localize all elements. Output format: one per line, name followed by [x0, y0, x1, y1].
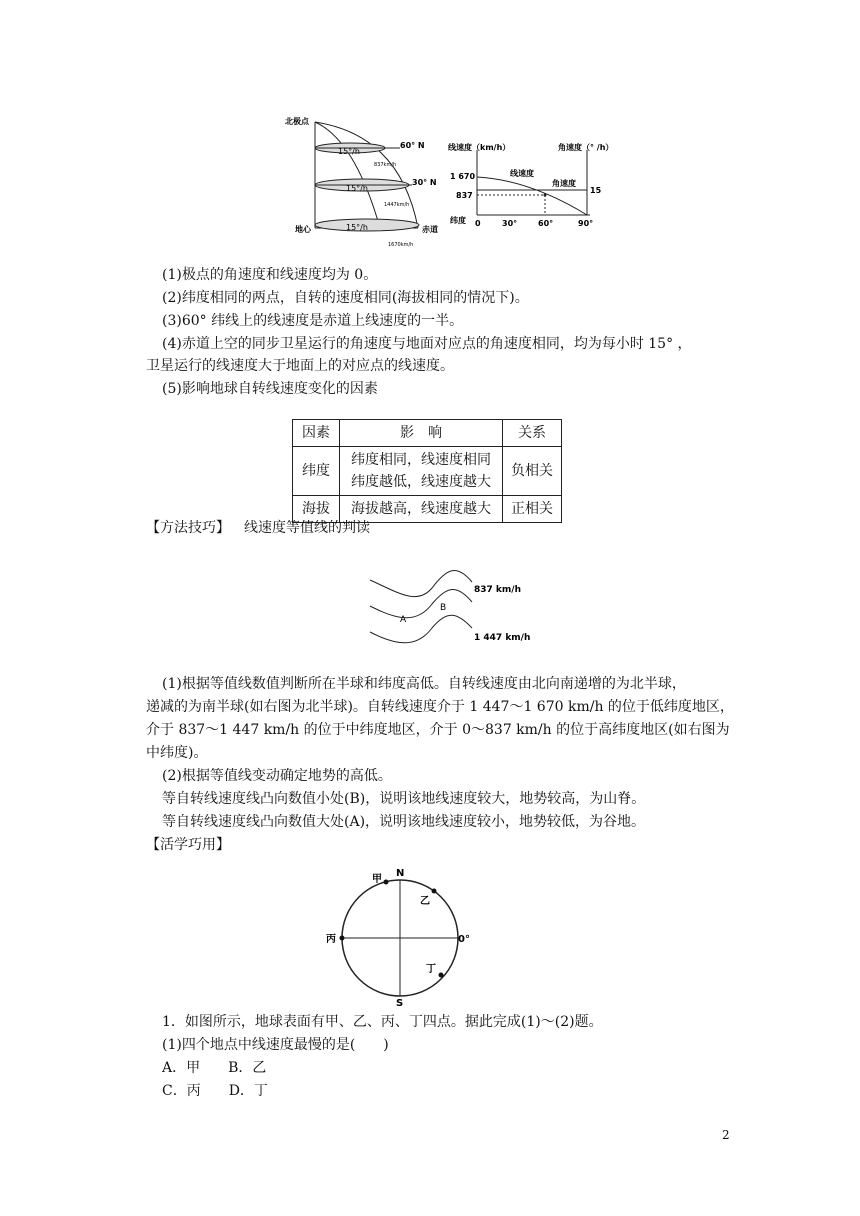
para-3: 等自转线速度线凸向数值小处(B)，说明该地线速度较大，地势较高，为山脊。 [162, 791, 646, 807]
para-4: 等自转线速度线凸向数值大处(A)，说明该地线速度较小，地势较低，为谷地。 [162, 814, 646, 830]
yi-label: 乙 [420, 896, 430, 907]
point-3: (3)60° 纬线上的线速度是赤道上线速度的一半。 [162, 313, 464, 329]
table-header: 影 响 [340, 420, 503, 447]
table-cell: 海拔越高，线速度越大 [340, 496, 503, 523]
table-header: 因素 [293, 420, 340, 447]
speed-1670-label: 1670km/h [388, 242, 414, 248]
angular-speed-eq: 15°/h [346, 223, 368, 232]
para-2: (2)根据等值线变动确定地势的高低。 [162, 768, 392, 784]
para-1-cont2: 介于 837～1 447 km/h 的位于中纬度地区，介于 0～837 km/h 的位于高纬度地区(如右图为 [146, 722, 730, 738]
method-title: 线速度等值线的判读 [244, 520, 370, 536]
linear-curve-label: 线速度 [510, 169, 534, 178]
angular-line-label: 角速度 [552, 179, 576, 188]
y-left-axis-label: 线速度（km/h） [448, 143, 511, 152]
table-cell: 负相关 [503, 447, 562, 496]
para-1-cont3: 中纬度)。 [146, 745, 208, 761]
point-ding-marker [439, 973, 444, 978]
para-1-cont: 递减的为南半球(如右图为北半球)。自转线速度介于 1 447～1 670 km/h 的位于低纬度地区， [146, 699, 734, 715]
lat30-label: 30° N [412, 178, 437, 187]
earth-center-label: 地心 [295, 225, 311, 234]
point-bing-marker [340, 936, 345, 941]
right-tick-15: 15 [590, 186, 602, 195]
speed-837-label: 837km/h [374, 162, 397, 168]
y-tick-837: 837 [456, 191, 473, 200]
question-intro: 1．如图所示，地球表面有甲、乙、丙、丁四点。据此完成(1)～(2)题。 [162, 1014, 603, 1030]
point-a-label: A [400, 615, 407, 625]
question-stem: (1)四个地点中线速度最慢的是( ) [162, 1037, 389, 1053]
isoline-837-label: 837 km/h [474, 585, 521, 595]
factor-table [292, 419, 562, 523]
table-cell: 纬度 [293, 447, 340, 496]
x-tick-0: 0 [475, 219, 481, 228]
rotation-speed-figure [280, 110, 620, 255]
lat60-label: 60° N [400, 141, 425, 150]
equator-label: 赤道 [422, 225, 438, 234]
options-row-2: C．丙 D．丁 [162, 1083, 268, 1099]
y-tick-1670: 1 670 [450, 172, 476, 181]
point-yi-marker [432, 889, 437, 894]
speed-1447-label: 1447km/h [384, 202, 410, 208]
x-tick-60: 60° [538, 219, 554, 228]
table-cell-line: 纬度相同，线速度相同 [351, 452, 491, 468]
bing-label: 丙 [326, 934, 336, 945]
y-right-axis-label: 角速度（° /h） [558, 143, 614, 152]
north-label: N [396, 868, 405, 879]
ding-label: 丁 [426, 964, 436, 975]
table-cell [340, 447, 503, 496]
point-4-cont: 卫星运行的线速度大于地面上的对应点的线速度。 [146, 358, 454, 374]
isoline-figure [362, 566, 562, 656]
method-heading-bracket: 【方法技巧】 [146, 520, 230, 536]
table-header-row [293, 420, 562, 447]
para-1: (1)根据等值线数值判断所在半球和纬度高低。自转线速度由北向南递增的为北半球， [162, 676, 686, 692]
practice-heading: 【活学巧用】 [146, 837, 230, 853]
south-label: S [396, 998, 404, 1006]
earth-section-diagram [315, 122, 419, 231]
x-tick-90: 90° [578, 219, 594, 228]
point-b-label: B [440, 603, 447, 613]
point-5: (5)影响地球自转线速度变化的因素 [162, 381, 378, 397]
angular-speed-30: 15°/h [346, 184, 368, 193]
angular-speed-60: 15°/h [338, 147, 360, 156]
jia-label: 甲 [372, 874, 382, 885]
options-row-1: A．甲 B．乙 [162, 1060, 267, 1076]
table-cell-line: 纬度越低，线速度越大 [351, 474, 491, 490]
page-number: 2 [722, 1128, 730, 1142]
point-jia-marker [384, 880, 389, 885]
table-row [293, 447, 562, 496]
north-pole-label: 北极点 [285, 117, 309, 126]
table-cell: 正相关 [503, 496, 562, 523]
point-2: (2)纬度相同的两点，自转的速度相同(海拔相同的情况下)。 [162, 290, 529, 306]
earth-points-figure [320, 866, 480, 1006]
table-header: 关系 [503, 420, 562, 447]
point-4: (4)赤道上空的同步卫星运行的角速度与地面对应点的角速度相同，均为每小时 15° ， [162, 336, 692, 352]
point-1: (1)极点的角速度和线速度均为 0。 [162, 267, 378, 283]
zero-meridian-label: 0° [458, 934, 470, 945]
method-heading [146, 518, 370, 538]
isoline-1447-label: 1 447 km/h [474, 633, 531, 643]
x-tick-30: 30° [502, 219, 518, 228]
x-axis-label: 纬度 [450, 216, 466, 225]
table-cell: 海拔 [293, 496, 340, 523]
